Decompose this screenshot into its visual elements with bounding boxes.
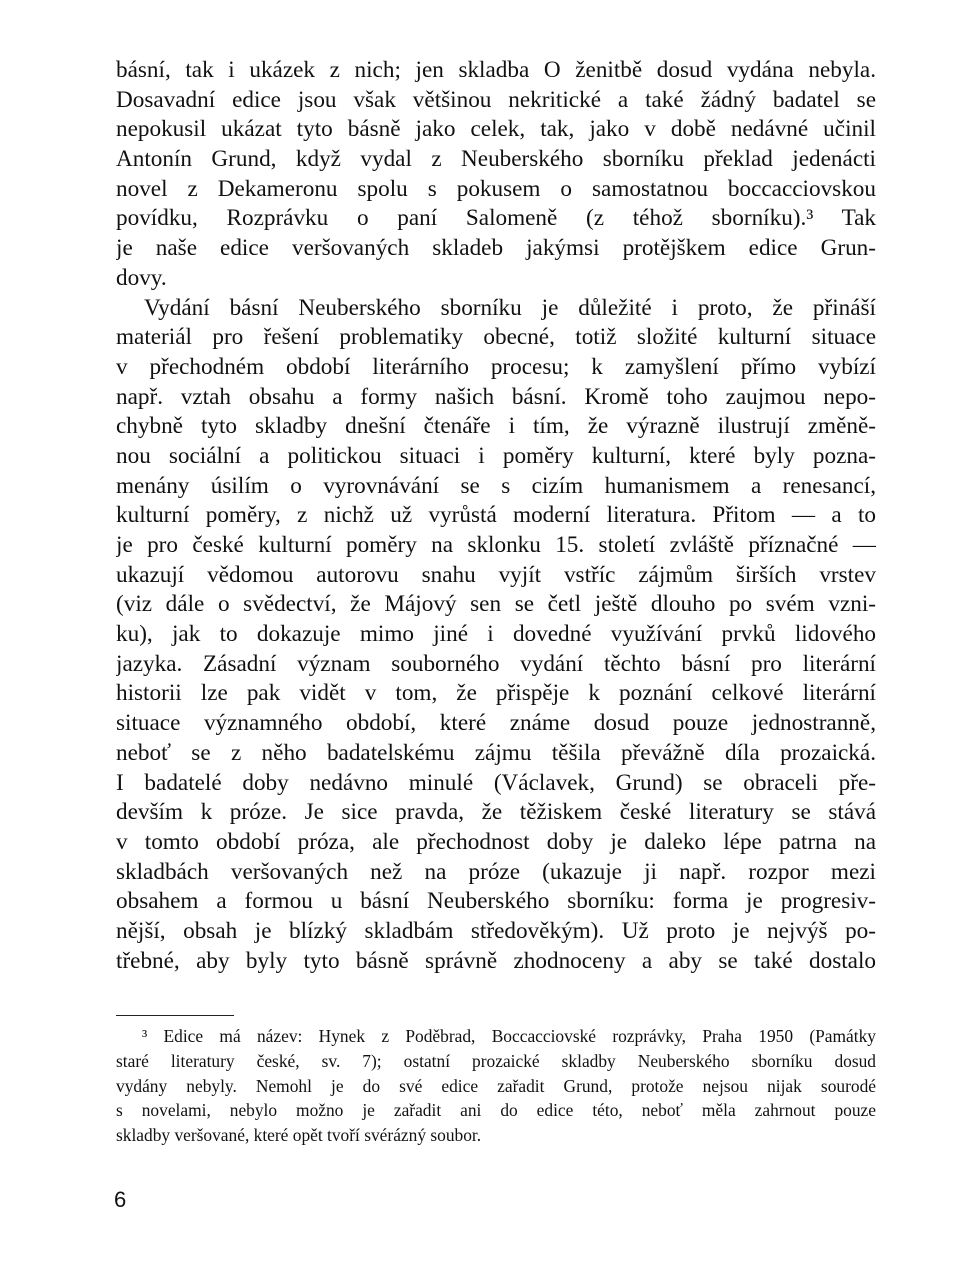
footnote-line: staré literatury české, sv. 7); ostatní prozaické skladby Neuberského sborníku dosud — [116, 1050, 876, 1071]
text-line: nepokusil ukázat tyto básně jako celek, tak, jako v době nedávné učinil — [116, 116, 876, 143]
text-line: kulturní poměry, z nichž už vyrůstá moderní literatura. Přitom — a to — [116, 502, 876, 529]
text-line: povídku, Rozprávku o paní Salomeně (z téhož sborníku).³ Tak — [116, 205, 876, 232]
text-line: materiál pro řešení problematiky obecné, totiž složité kulturní situace — [116, 324, 876, 351]
text-line: neboť se z něho badatelskému zájmu těšila převážně díla prozaická. — [116, 739, 876, 766]
text-line: jazyka. Zásadní význam souborného vydání těchto básní pro literární — [116, 650, 876, 677]
text-line: dovy. — [116, 264, 167, 291]
text-line: např. vztah obsahu a formy našich básní. Kromě toho zaujmou nepo- — [116, 383, 876, 410]
footnote-line: ³ Edice má název: Hynek z Poděbrad, Boccacciovské rozprávky, Praha 1950 (Památky — [142, 1026, 876, 1046]
text-line: Antonín Grund, když vydal z Neuberského sborníku překlad jedenácti — [116, 146, 876, 173]
text-line: skladbách veršovaných než na próze (ukazuje ji např. rozpor mezi — [116, 858, 876, 885]
text-line: situace významného období, které známe dosud pouze jednostranně, — [116, 710, 876, 737]
text-line: devším k próze. Je sice pravda, že těžiskem české literatury se stává — [116, 799, 876, 826]
text-line: básní, tak i ukázek z nich; jen skladba O ženitbě dosud vydána nebyla. — [116, 57, 876, 83]
text-line: chybně tyto skladby dnešní čtenáře i tím, že výrazně ilustrují změně- — [116, 413, 876, 440]
text-line: ukazují vědomou autorovu snahu vyjít vstříc zájmům širších vrstev — [116, 561, 876, 588]
body-text — [116, 56, 876, 976]
text-line: je naše edice veršovaných skladeb jakýmsi protějškem edice Grun- — [116, 235, 876, 262]
footnotes — [116, 1024, 876, 1148]
footnote-line: vydány nebyly. Nemohl je do své edice zařadit Grund, protože nejsou nijak sourodé — [116, 1075, 876, 1096]
text-line: třebné, aby byly tyto básně správně zhodnoceny a aby se také dostalo — [116, 947, 876, 974]
text-line: je pro české kulturní poměry na sklonku 15. století zvláště příznačné — — [116, 532, 876, 558]
text-line: Dosavadní edice jsou však většinou nekritické a také žádný badatel se — [116, 86, 876, 113]
text-line: nou sociální a politickou situaci i poměry kulturní, které byly pozna- — [116, 442, 876, 469]
footnote-line: s novelami, nebylo možno je zařadit ani do edice této, neboť měla zahrnout pouze — [116, 1100, 876, 1121]
text-line: ku), jak to dokazuje mimo jiné i dovedné využívání prvků lidového — [116, 621, 876, 648]
page-number: 6 — [114, 1187, 127, 1212]
footnote-divider — [116, 1015, 234, 1016]
text-line: obsahem a formou u básní Neuberského sborníku: forma je progresiv- — [116, 888, 876, 915]
text-line: nější, obsah je blízký skladbám středověkým). Už proto je nejvýš po- — [116, 917, 876, 944]
footnote-line: skladby veršované, které opět tvoří svérázný soubor. — [116, 1125, 482, 1146]
text-line: historii lze pak vidět v tom, že přispěje k poznání celkové literární — [116, 680, 876, 707]
text-line: v přechodném období literárního procesu; k zamyšlení přímo vybízí — [116, 353, 876, 380]
text-line: v tomto období próza, ale přechodnost doby je daleko lépe patrna na — [116, 828, 876, 855]
text-line: (viz dále o svědectví, že Májový sen se četl ještě dlouho po svém vzni- — [116, 591, 876, 618]
text-line: menány úsilím o vyrovnávání se s cizím humanismem a renesancí, — [116, 472, 876, 499]
text-line: novel z Dekameronu spolu s pokusem o samostatnou boccacciovskou — [116, 175, 876, 202]
text-line: Vydání básní Neuberského sborníku je důležité i proto, že přináší — [144, 294, 876, 321]
text-line: I badatelé doby nedávno minulé (Václavek, Grund) se obraceli pře- — [116, 769, 876, 796]
